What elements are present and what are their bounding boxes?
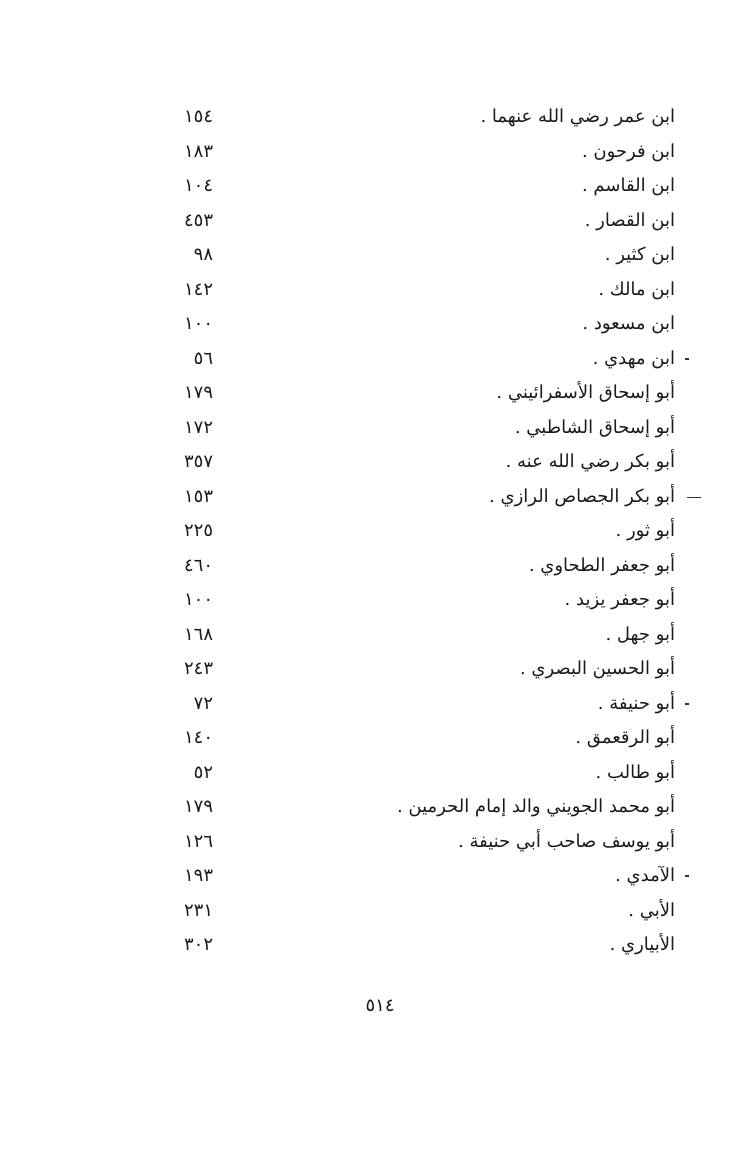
entry-page: ١٠٠: [183, 589, 213, 610]
entry-name: أبو يوسف صاحب أبي حنيفة .: [458, 830, 675, 852]
entry-page: ٤٦٠: [183, 554, 213, 576]
entry-name: أبو جعفر يزيد .: [564, 589, 675, 610]
entry-page: ٢٤٣: [183, 658, 213, 679]
index-list: [165, 102, 675, 965]
entry-name: أبو الحسين البصري .: [519, 658, 675, 679]
index-entry: [165, 758, 675, 793]
entry-page: ١٩٣: [183, 865, 213, 886]
entry-name: ابن مالك .: [598, 278, 675, 300]
entry-page: ٣٥٧: [183, 451, 213, 472]
entry-page: ٧٢: [193, 692, 213, 714]
margin-mark: [685, 358, 689, 360]
entry-page: ١٢٦: [183, 830, 213, 852]
index-entry: [165, 171, 675, 206]
entry-page: ١٥٣: [183, 485, 213, 507]
entry-name: أبو إسحاق الشاطبي .: [514, 416, 675, 438]
entry-name: أبو جهل .: [605, 623, 675, 645]
entry-page: ١٥٤: [183, 106, 213, 127]
index-entry: [165, 482, 675, 517]
index-entry: [165, 240, 675, 275]
index-entry: [165, 620, 675, 655]
entry-page: ١٧٩: [183, 382, 213, 403]
index-entry: [165, 861, 675, 896]
entry-name: ابن عمر رضي الله عنهما .: [480, 106, 675, 127]
index-entry: [165, 827, 675, 862]
entry-page: ٢٣١: [183, 899, 213, 921]
entry-page: ١٤٠: [183, 727, 213, 748]
index-entry: [165, 206, 675, 241]
entry-name: أبو إسحاق الأسفرائيني .: [496, 382, 675, 403]
entry-page: ١٧٩: [183, 796, 213, 817]
entry-page: ١٧٢: [183, 416, 213, 438]
entry-name: أبو طالب .: [595, 761, 675, 783]
margin-mark: [687, 497, 701, 498]
entry-page: ١٤٢: [183, 278, 213, 300]
entry-name: ابن القاسم .: [581, 175, 675, 196]
entry-name: أبو بكر رضي الله عنه .: [505, 451, 675, 472]
entry-name: أبو ثور .: [615, 520, 675, 541]
index-entry: [165, 516, 675, 551]
entry-page: ٥٢: [193, 761, 213, 783]
margin-mark: [685, 703, 689, 705]
entry-name: أبو جعفر الطحاوي .: [528, 554, 675, 576]
index-entry: [165, 792, 675, 827]
entry-name: أبو بكر الجصاص الرازي .: [489, 485, 675, 507]
entry-name: أبو محمد الجويني والد إمام الحرمين .: [396, 796, 675, 817]
index-entry: [165, 689, 675, 724]
entry-name: أبو حنيفة .: [597, 692, 675, 714]
page-number: ٥١٤: [365, 995, 395, 1016]
entry-page: ٢٢٥: [183, 520, 213, 541]
entry-page: ١٨٣: [183, 140, 213, 162]
entry-name: الآمدي .: [615, 865, 675, 886]
margin-mark: [685, 875, 689, 877]
index-entry: [165, 551, 675, 586]
entry-name: ابن مهدي .: [592, 347, 675, 369]
entry-page: ١٦٨: [183, 623, 213, 645]
entry-name: ابن فرحون .: [581, 140, 675, 162]
entry-name: أبو الرقعمق .: [575, 727, 675, 748]
index-entry: [165, 378, 675, 413]
entry-page: ٩٨: [193, 244, 213, 265]
entry-page: ٣٠٢: [183, 934, 213, 955]
index-entry: [165, 930, 675, 965]
index-entry: [165, 275, 675, 310]
entry-page: ٤٥٣: [183, 209, 213, 231]
index-entry: [165, 137, 675, 172]
entry-page: ١٠٠: [183, 313, 213, 334]
index-entry: [165, 309, 675, 344]
index-entry: [165, 344, 675, 379]
index-entry: [165, 102, 675, 137]
index-entry: [165, 447, 675, 482]
index-entry: [165, 413, 675, 448]
entry-page: ١٠٤: [183, 175, 213, 196]
index-entry: [165, 723, 675, 758]
entry-page: ٥٦: [193, 347, 213, 369]
entry-name: ابن القصار .: [584, 209, 675, 231]
entry-name: ابن مسعود .: [582, 313, 675, 334]
index-entry: [165, 585, 675, 620]
entry-name: الأبي .: [628, 899, 675, 921]
entry-name: ابن كثير .: [604, 244, 675, 265]
entry-name: الأبياري .: [609, 934, 675, 955]
index-entry: [165, 654, 675, 689]
index-entry: [165, 896, 675, 931]
